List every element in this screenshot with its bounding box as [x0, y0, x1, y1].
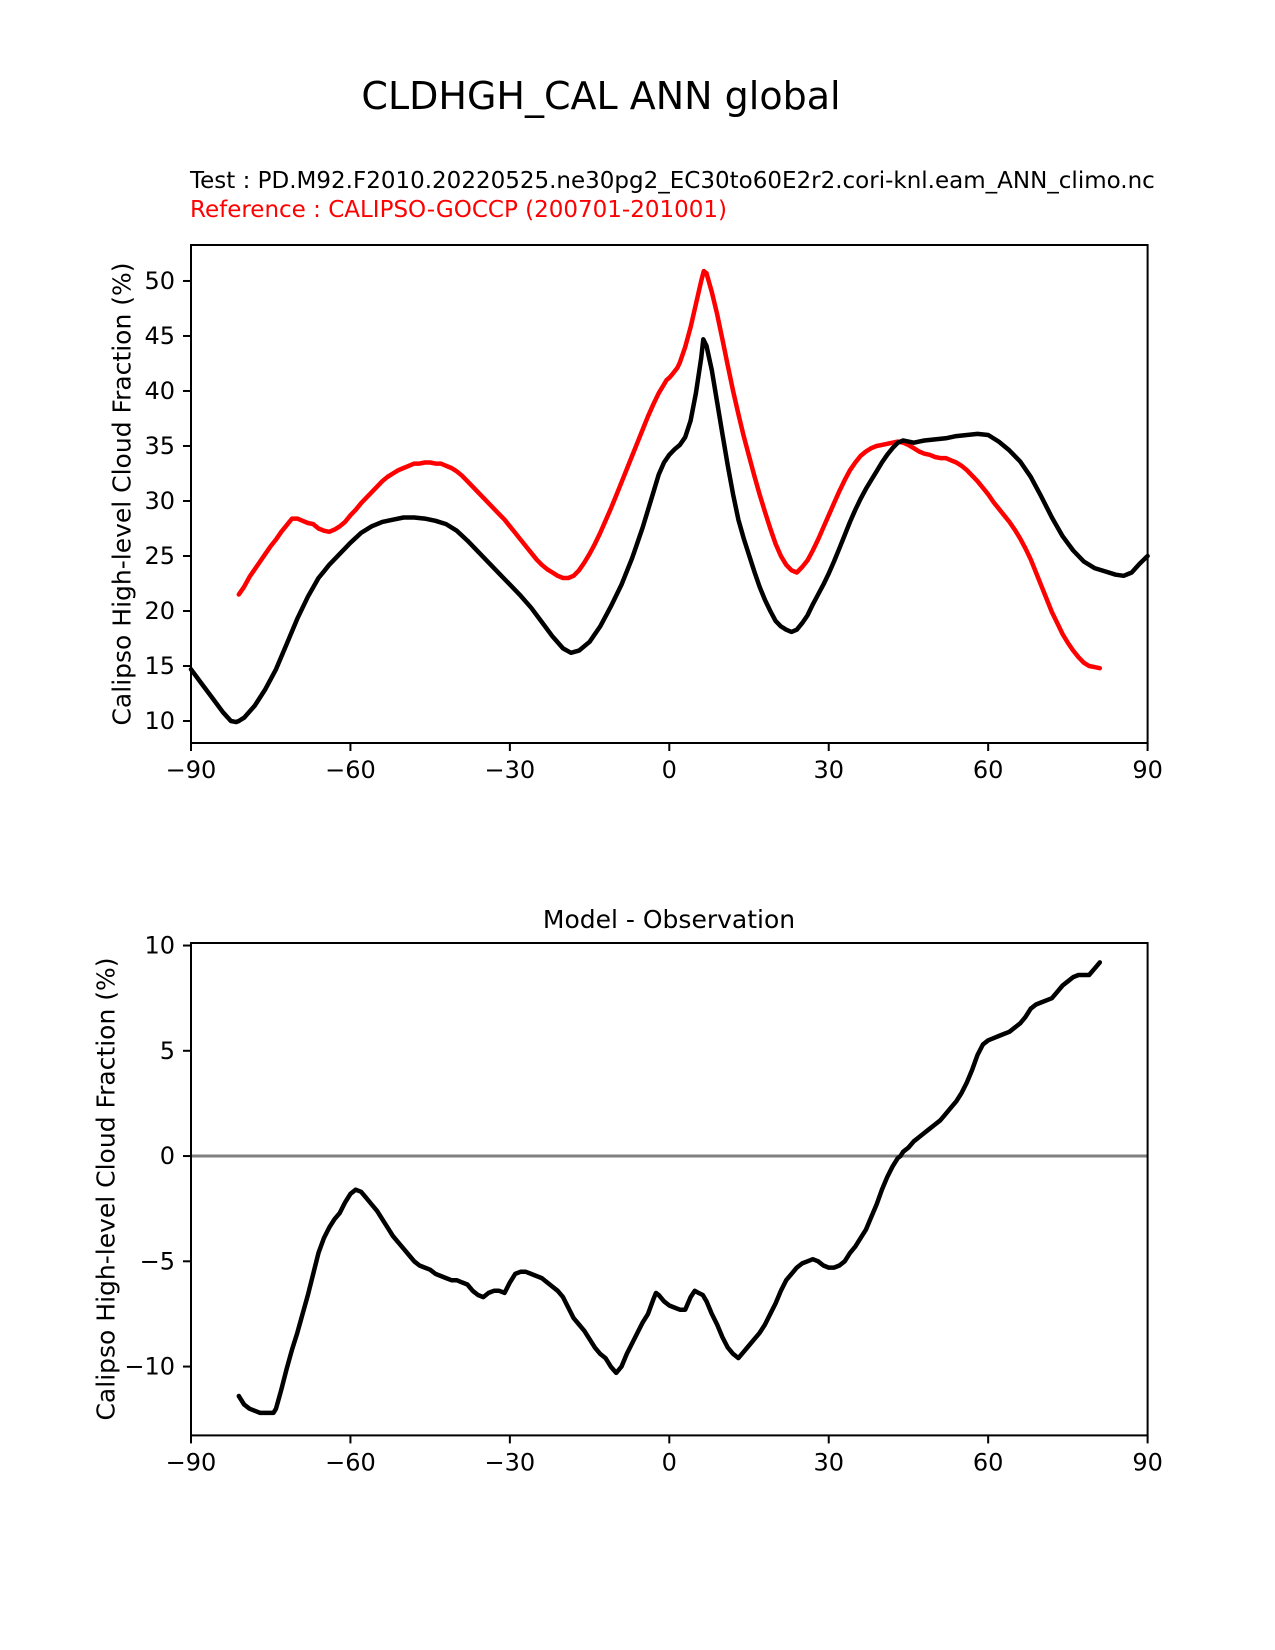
top-chart-y-tick-label: 10: [144, 706, 175, 735]
top-chart-y-tick-label: 20: [144, 596, 175, 625]
top-chart-x-tick-label: 30: [813, 756, 845, 784]
top-chart-y-axis-label: Calipso High-level Cloud Fraction (%): [107, 262, 137, 726]
bottom-chart-y-tick-label: −5: [139, 1247, 175, 1276]
bottom-chart-series-0-curve: [239, 962, 1100, 1413]
bottom-chart-y-tick-label: 5: [159, 1036, 175, 1065]
top-chart-y-tick-label: 25: [144, 541, 175, 570]
top-chart-x-tick-label: −90: [165, 756, 217, 784]
top-chart-y-tick-label: 50: [144, 266, 175, 295]
top-chart-y-tick-label: 15: [144, 651, 175, 680]
difference-panel-title: Model - Observation: [542, 905, 796, 934]
bottom-chart-x-tick-label: 60: [972, 1448, 1004, 1477]
bottom-chart-x-tick-label: −30: [484, 1448, 536, 1477]
top-chart-x-tick-label: 0: [661, 756, 677, 784]
figure-title: CLDHGH_CAL ANN global: [361, 74, 841, 118]
bottom-chart-x-tick-label: 0: [661, 1448, 677, 1477]
top-chart-y-tick-label: 30: [144, 486, 175, 515]
top-chart-x-tick-label: 90: [1132, 756, 1163, 784]
top-chart-x-tick-label: 60: [972, 756, 1004, 784]
bottom-chart-x-tick-label: 90: [1132, 1448, 1163, 1477]
bottom-chart-y-tick-label: 0: [159, 1142, 175, 1171]
bottom-chart-y-axis-label: Calipso High-level Cloud Fraction (%): [91, 957, 121, 1421]
bottom-chart-y-tick-label: −10: [124, 1352, 175, 1381]
bottom-chart-y-tick-label: 10: [144, 931, 175, 960]
top-chart-x-tick-label: −60: [325, 756, 376, 784]
bottom-chart-frame: [191, 943, 1148, 1435]
reference-dataset-label: Reference : CALIPSO-GOCCP (200701-201001): [190, 197, 728, 223]
top-chart-y-tick-label: 45: [144, 321, 175, 350]
top-chart-series-0-curve: [239, 271, 1100, 668]
top-chart-frame: [191, 245, 1148, 743]
top-chart-y-tick-label: 40: [144, 376, 175, 405]
top-chart-y-tick-label: 35: [144, 431, 175, 460]
test-dataset-label: Test : PD.M92.F2010.20220525.ne30pg2_EC30to60E2r2.cori-knl.eam_ANN_climo.nc: [190, 168, 1155, 194]
top-chart-x-tick-label: −30: [484, 756, 536, 784]
bottom-chart-x-tick-label: −60: [325, 1448, 376, 1477]
bottom-chart-x-tick-label: 30: [813, 1448, 845, 1477]
bottom-chart-x-tick-label: −90: [165, 1448, 217, 1477]
